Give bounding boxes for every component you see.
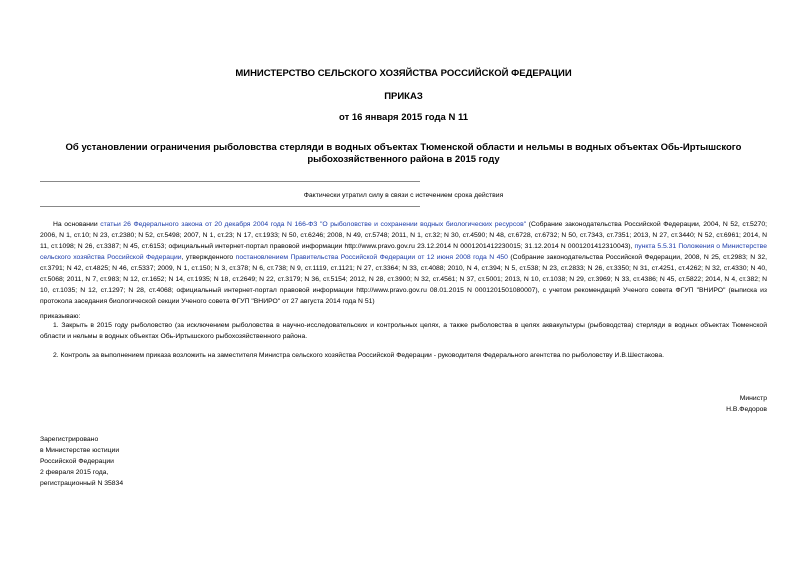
registration-line: Российской Федерации (40, 458, 114, 465)
government-decree-link[interactable]: постановлением Правительства Российской Федерации от 12 июня 2008 года N 450 (235, 254, 508, 261)
divider-top (40, 181, 420, 182)
basis-text-3: , утвержденного (181, 254, 236, 261)
status-note: Фактически утратил силу в связи с истечением срока действия (303, 192, 504, 199)
date-number-heading: от 16 января 2015 года N 11 (339, 112, 468, 123)
document-type-heading: ПРИКАЗ (384, 91, 423, 102)
registration-line: Зарегистрировано (40, 436, 99, 443)
order-word: приказываю: (40, 313, 81, 320)
registration-block (40, 434, 123, 489)
basis-text-4: (Собрание законодательства Российской Федерации, 2008, N 25, ст.2983; N 32, ст.3791; N 42, ст.4825; N 46, ст.5337; 2009, N 1, ст.150; N 3, ст.378; N 6, ст.738; N 9, ст.1119, ст.1121; N 27, ст.3364; N 33, ст.4088; 2010, N 4, ст.394; N 5, ст.538; N 23, ст.2833; N 26, ст.3350; N 31, ст.4251, ст.4262; N 32, ст.4330; N 40, ст.5068; 2011, N 7, ст.983; N 12, ст.1652; N 14, ст.1935; N 18, ст.2649; N 22, ст.3179; N 36, ст.5154; 2012, N 28, ст.3900; N 32, ст.4561; N 37, ст.5001; 2013, N 10, ст.1038; N 29, ст.3969; N 33, ст.4386; N 45, ст.5822; 2014, N 4, ст.382; N 10, ст.1035; N 12, ст.1297; N 28, ст.4068; официальный интернет-портал правовой информации http://www.pravo.gov.ru 08.01.2015 N 0001201501080007), с учетом рекомендаций Ученого совета ФГУП "ВНИРО" (выписка из протокола заседания биологической секции Ученого совета ФГУП "ВНИРО" от 27 августа 2014 года N 51) (40, 254, 767, 305)
basis-paragraph (40, 219, 767, 307)
registration-line: регистрационный N 35834 (40, 480, 124, 487)
ministry-heading: МИНИСТЕРСТВО СЕЛЬСКОГО ХОЗЯЙСТВА РОССИЙСКОЙ ФЕДЕРАЦИИ (235, 68, 572, 79)
basis-text-1: На основании (53, 221, 101, 228)
registration-line: 2 февраля 2015 года, (40, 469, 109, 476)
signer-name: Н.В.Федоров (726, 406, 767, 413)
federal-law-link[interactable]: статьи 26 Федерального закона от 20 декабря 2004 года N 166-ФЗ "О рыболовстве и сохранении водных биологических ресурсов" (100, 221, 527, 228)
regulation-clause-link[interactable]: пункта 5.5.31 Положения о Министерстве сельского хозяйства Российской Федерации (40, 243, 767, 261)
signer-role: Министр (739, 395, 767, 402)
order-item-2: 2. Контроль за выполнением приказа возложить на заместителя Министра сельского хозяйства Российской Федерации - руководителя Федерального агентства по рыболовству И.В.Шестакова. (53, 352, 665, 359)
document-title: Об установлении ограничения рыболовства стерляди в водных объектах Тюменской области и нельмы в водных объектах Обь-Иртышского рыбохозяйственного района в 2015 году (65, 142, 742, 165)
basis-text-2: (Собрание законодательства Российской Федерации, 2004, N 52, ст.5270; 2006, N 1, ст.10; N 23, ст.2380; N 52, ст.5498; 2007, N 1, ст.23; N 17, ст.1933; N 50, ст.6246; 2008, N 49, ст.5748; 2011, N 1, ст.32; N 30, ст.4590; N 48, ст.6728, ст.6732; N 50, ст.7343, ст.7351; 2013, N 27, ст.3440; N 52, ст.6961; 2014, N 11, ст.1098; N 26, ст.3387; N 45, ст.6153; официальный интернет-портал правовой информации http://www.pravo.gov.ru 23.12.2014 N 0001201412230015; 31.12.2014 N 0001201412310043), (40, 221, 767, 250)
registration-line: в Министерстве юстиции (40, 447, 120, 454)
order-item-1: 1. Закрыть в 2015 году рыболовство (за исключением рыболовства в научно-исследовательских и контрольных целях, а также рыболовства в целях аквакультуры (рыбоводства) стерляди в водных объектах Тюменской области и нельмы в водных объектах Обь-Иртышского рыбохозяйственного района. (40, 322, 767, 340)
divider-bottom (40, 206, 420, 207)
